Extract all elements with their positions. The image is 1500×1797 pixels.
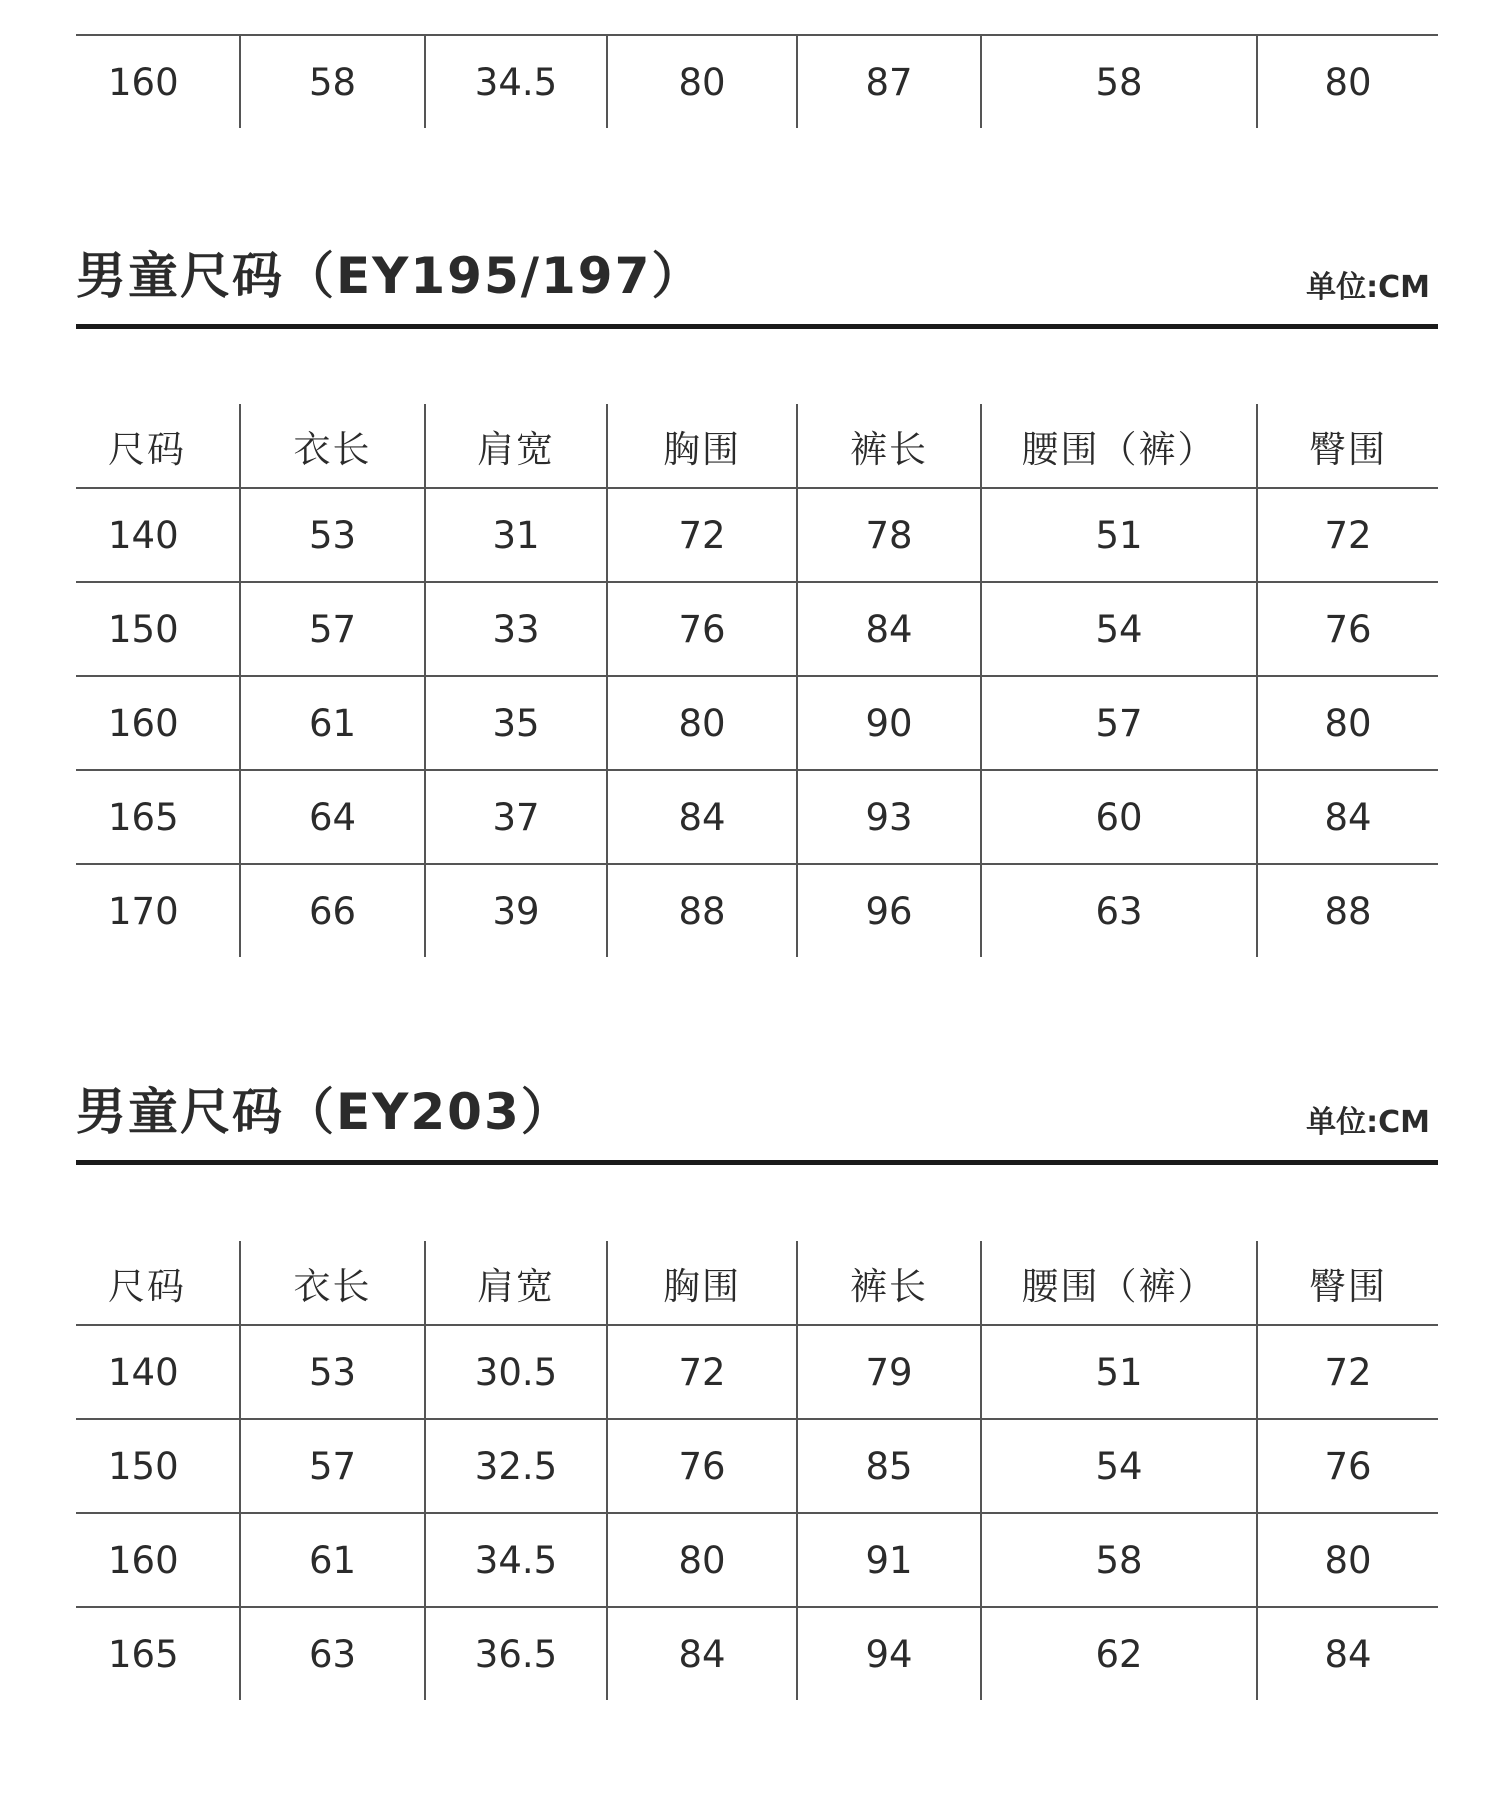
- cell-length: 58: [240, 36, 425, 128]
- col-header: 腰围（裤）: [981, 1241, 1257, 1325]
- cell-pants-length: 78: [797, 488, 981, 582]
- table-row: [76, 36, 1438, 128]
- cell-length: 57: [240, 582, 425, 676]
- cell-size: 160: [76, 1513, 240, 1607]
- cell-length: 53: [240, 1325, 425, 1419]
- table-row: [76, 488, 1438, 582]
- col-header: 臀围: [1257, 404, 1438, 488]
- table-row: [76, 1419, 1438, 1513]
- cell-waist: 58: [981, 1513, 1257, 1607]
- cell-length: 61: [240, 676, 425, 770]
- cell-size: 150: [76, 1419, 240, 1513]
- cell-waist: 57: [981, 676, 1257, 770]
- cell-hip: 76: [1257, 582, 1438, 676]
- table-row: [76, 676, 1438, 770]
- cell-hip: 84: [1257, 1607, 1438, 1700]
- top-size-table: [76, 36, 1438, 128]
- cell-shoulder: 34.5: [425, 36, 607, 128]
- cell-size: 165: [76, 770, 240, 864]
- cell-shoulder: 30.5: [425, 1325, 607, 1419]
- cell-size: 170: [108, 889, 179, 933]
- cell-chest: 72: [607, 488, 797, 582]
- cell-shoulder: 31: [425, 488, 607, 582]
- cell-pants-length: 79: [797, 1325, 981, 1419]
- cell-shoulder: 33: [425, 582, 607, 676]
- cell-hip: 72: [1257, 1325, 1438, 1419]
- cell-chest: 76: [607, 582, 797, 676]
- section1-divider: [76, 324, 1438, 329]
- cell-pants-length: 91: [797, 1513, 981, 1607]
- cell-chest: 80: [607, 36, 797, 128]
- cell-hip: 80: [1257, 1513, 1438, 1607]
- cell-pants-length: 90: [797, 676, 981, 770]
- col-header: 臀围: [1257, 1241, 1438, 1325]
- cell-shoulder: 39: [425, 864, 607, 957]
- cell-chest: 80: [607, 1513, 797, 1607]
- cell-length: 53: [240, 488, 425, 582]
- cell-waist: 63: [981, 864, 1257, 957]
- cell-hip: 72: [1257, 488, 1438, 582]
- col-header: 衣长: [240, 1241, 425, 1325]
- table-header-row: [76, 1241, 1438, 1325]
- cell-hip: 84: [1257, 770, 1438, 864]
- cell-hip: 80: [1257, 36, 1438, 128]
- cell-pants-length: 87: [797, 36, 981, 128]
- cell-waist: 51: [981, 488, 1257, 582]
- table-header-row: [76, 404, 1438, 488]
- cell-chest: 84: [607, 770, 797, 864]
- cell-length: 63: [240, 1607, 425, 1700]
- cell-pants-length: 85: [797, 1419, 981, 1513]
- col-header: 胸围: [607, 1241, 797, 1325]
- cell-hip: 80: [1257, 676, 1438, 770]
- table-row: [76, 864, 1438, 957]
- cell-length: 66: [240, 864, 425, 957]
- table-row: [76, 582, 1438, 676]
- cell-chest: 88: [607, 864, 797, 957]
- section1-title: 男童尺码（EY195/197）: [76, 247, 704, 305]
- cell-chest: 72: [607, 1325, 797, 1419]
- cell-waist: 51: [981, 1325, 1257, 1419]
- cell-shoulder: 36.5: [425, 1607, 607, 1700]
- cell-chest: 84: [607, 1607, 797, 1700]
- table-row: [76, 770, 1438, 864]
- col-header: 裤长: [797, 1241, 981, 1325]
- cell-shoulder: 34.5: [425, 1513, 607, 1607]
- col-header: 裤长: [797, 404, 981, 488]
- cell-shoulder: 37: [425, 770, 607, 864]
- col-header: 尺码: [76, 404, 240, 488]
- cell-size: 140: [76, 1325, 240, 1419]
- cell-waist: 58: [981, 36, 1257, 128]
- section2-title: 男童尺码（EY203）: [76, 1083, 573, 1141]
- cell-length: 64: [240, 770, 425, 864]
- cell-hip: 88: [1257, 864, 1438, 957]
- section2-divider: [76, 1160, 1438, 1165]
- cell-pants-length: 84: [797, 582, 981, 676]
- cell-size: 140: [76, 488, 240, 582]
- cell-size: 160: [76, 676, 240, 770]
- table-row: [76, 1513, 1438, 1607]
- table-row: [76, 1325, 1438, 1419]
- cell-pants-length: 93: [797, 770, 981, 864]
- cell-size: 150: [76, 582, 240, 676]
- cell-chest: 76: [607, 1419, 797, 1513]
- cell-shoulder: 35: [425, 676, 607, 770]
- cell-waist: 60: [981, 770, 1257, 864]
- cell-chest: 80: [607, 676, 797, 770]
- col-header: 肩宽: [425, 404, 607, 488]
- cell-waist: 54: [981, 1419, 1257, 1513]
- cell-size: 160: [108, 60, 179, 104]
- table-row: [76, 1607, 1438, 1700]
- cell-waist: 54: [981, 582, 1257, 676]
- col-header: 胸围: [607, 404, 797, 488]
- cell-size: 165: [108, 1632, 179, 1676]
- cell-length: 57: [240, 1419, 425, 1513]
- col-header: 尺码: [76, 1241, 240, 1325]
- cell-hip: 76: [1257, 1419, 1438, 1513]
- section1-size-table: [76, 404, 1438, 957]
- section1-unit: 单位:CM: [1306, 270, 1430, 305]
- cell-waist: 62: [981, 1607, 1257, 1700]
- cell-pants-length: 96: [797, 864, 981, 957]
- col-header: 衣长: [240, 404, 425, 488]
- col-header: 腰围（裤）: [981, 404, 1257, 488]
- cell-pants-length: 94: [797, 1607, 981, 1700]
- col-header: 肩宽: [425, 1241, 607, 1325]
- section2-unit: 单位:CM: [1306, 1105, 1430, 1140]
- section2-size-table: [76, 1241, 1438, 1700]
- cell-shoulder: 32.5: [425, 1419, 607, 1513]
- cell-length: 61: [240, 1513, 425, 1607]
